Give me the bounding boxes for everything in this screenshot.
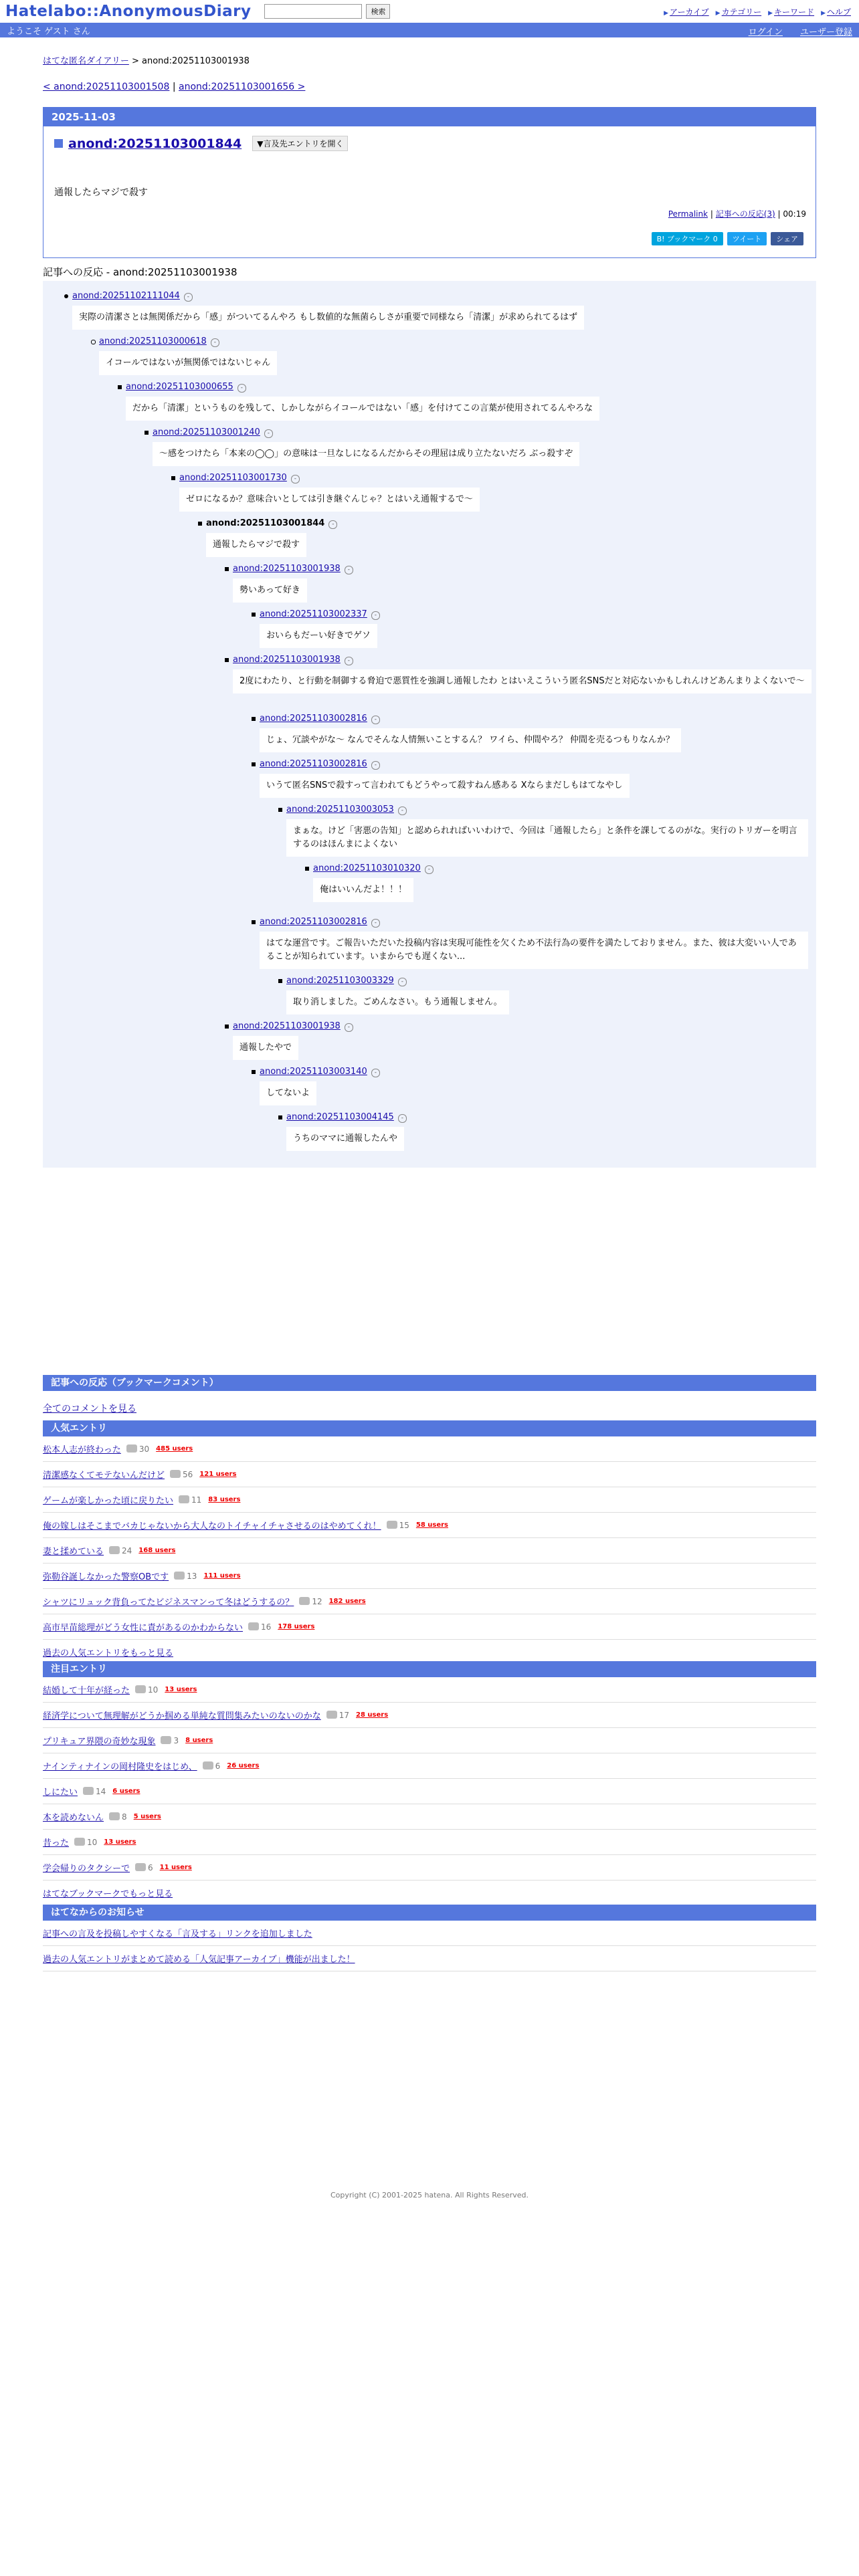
users-badge[interactable]: 13 users	[104, 1838, 136, 1846]
list-item	[43, 1753, 816, 1779]
entry-link[interactable]: 結婚して十年が経った	[43, 1686, 130, 1696]
collapse-toggle-icon[interactable]: -	[371, 611, 380, 620]
comment-count-value: 15	[399, 1520, 409, 1530]
entry-link[interactable]: シャツにリュック背負ってたビジネスマンって冬はどうするの？	[43, 1598, 294, 1608]
users-badge[interactable]: 111 users	[203, 1572, 241, 1580]
tree-node-link[interactable]: anond:20251103002816	[260, 714, 367, 724]
bullet-icon	[252, 762, 256, 766]
tree-node-link[interactable]: anond:20251103001938	[233, 1021, 341, 1031]
tree-node-current-id: anond:20251103001844	[206, 518, 325, 528]
list-item	[43, 1855, 816, 1881]
collapse-toggle-icon[interactable]: -	[371, 761, 380, 770]
bookmark-button[interactable]: B! ブックマーク 0	[652, 232, 723, 245]
comment-count	[248, 1622, 271, 1632]
entry-link[interactable]: 俺の嫁しはそこまでバカじゃないから大人なのトイチャイチャさせるのはやめてくれ！	[43, 1521, 381, 1531]
search-button[interactable]: 検索	[366, 4, 390, 19]
comment-count	[83, 1787, 106, 1796]
comment-icon	[135, 1863, 146, 1871]
comment-count	[174, 1572, 197, 1581]
comment-icon	[387, 1521, 397, 1529]
comment-icon	[179, 1495, 189, 1503]
bullet-icon	[171, 476, 175, 480]
bullet-icon	[91, 340, 96, 344]
nav-help[interactable]	[821, 6, 851, 17]
user-bar	[0, 23, 859, 37]
comment-count	[387, 1521, 409, 1530]
bullet-icon	[145, 431, 149, 435]
tree-node	[260, 713, 681, 752]
comment-count-value: 56	[183, 1469, 193, 1479]
more-bookmark-link[interactable]: はてなブックマークでもっと見る	[43, 1889, 173, 1899]
entry-title-row	[54, 136, 348, 151]
tree-node-link[interactable]: anond:20251102111044	[72, 291, 180, 301]
tree-node-link[interactable]: anond:20251103001730	[179, 473, 287, 483]
popular-section-title: 人気エントリ	[43, 1420, 816, 1436]
list-item	[43, 1677, 816, 1703]
prev-entry-link[interactable]: < anond:20251103001508	[43, 82, 170, 92]
tree-node	[233, 1021, 353, 1060]
tree-node-link[interactable]: anond:20251103010320	[313, 863, 421, 873]
news-list	[43, 1921, 816, 1971]
tree-node-text: おいらもだーい好きでゲソ	[260, 624, 377, 648]
users-badge[interactable]: 121 users	[199, 1471, 237, 1478]
bullet-icon	[225, 658, 229, 662]
list-item	[43, 1703, 816, 1728]
reactions-label: 記事への反応 - anond:20251103001938	[43, 266, 237, 278]
nav-keyword[interactable]	[768, 6, 814, 17]
bullet-icon	[278, 1115, 282, 1119]
register-link[interactable]: ユーザー登録	[799, 27, 852, 37]
tree-node	[260, 758, 630, 798]
tree-node-link[interactable]: anond:20251103001240	[153, 427, 260, 437]
news-link[interactable]: 記事への言及を投稿しやすくなる「言及する」リンクを追加しました	[43, 1929, 312, 1939]
tree-node-text: 勢いあって好き	[233, 578, 307, 603]
triangle-right-icon: ▶	[821, 10, 826, 17]
site-logo[interactable]: Hatelabo::AnonymousDiary	[5, 3, 252, 20]
open-referenced-button[interactable]: ▼言及先エントリを開く	[252, 136, 348, 151]
tree-node	[72, 290, 584, 330]
comment-icon	[126, 1444, 137, 1453]
entry-link[interactable]: 高市早苗総理がどう女性に責があるのかわからない	[43, 1623, 244, 1633]
list-item	[43, 1462, 816, 1487]
comment-icon	[161, 1736, 171, 1744]
tree-node-text: まぁな。けど「害悪の告知」と認められればいいわけで、今回は「通報したら」と条件を課してるのがな。実行のトリガーを明言するのはほんまによくない	[286, 819, 808, 857]
comment-icon	[170, 1470, 181, 1478]
tree-node	[286, 1111, 407, 1151]
top-header	[0, 0, 859, 23]
tree-node	[260, 916, 808, 969]
comment-count	[326, 1711, 349, 1720]
comment-count-value: 10	[87, 1837, 98, 1847]
bullet-icon	[64, 294, 68, 298]
users-badge[interactable]: 26 users	[227, 1762, 260, 1769]
list-item	[43, 1564, 816, 1589]
bookmark-section-title: 記事への反応（ブックマークコメント）	[43, 1375, 816, 1391]
comment-count	[203, 1761, 221, 1771]
tree-node-text: ゼロになるか？意味合いとしては引き継ぐんじゃ？とはいえ通報するで〜	[179, 488, 480, 512]
collapse-toggle-icon[interactable]: -	[237, 384, 246, 393]
collapse-toggle-icon[interactable]: -	[425, 865, 434, 874]
next-entry-link[interactable]: anond:20251103001656 >	[179, 82, 306, 92]
comment-count	[299, 1597, 322, 1606]
comment-icon	[203, 1761, 213, 1769]
tree-node-text: 実際の清潔さとは無関係だから「感」がついてるんやろ もし数値的な無菌らしさが重要で同様なら「清潔」が求められてるはず	[72, 306, 584, 330]
nav-keyword-link[interactable]: キーワード	[774, 7, 815, 17]
day-date: 2025-11-03	[43, 108, 816, 126]
entry-link[interactable]: 本を読めないん	[43, 1813, 104, 1823]
comment-count-value: 17	[339, 1710, 350, 1720]
list-item	[43, 1614, 816, 1640]
nav-category[interactable]	[716, 6, 761, 17]
entry-meta: Permalink | 記事への反応(3) | 00:19	[668, 209, 806, 219]
triangle-right-icon: ▶	[715, 10, 721, 17]
comment-count	[170, 1470, 193, 1479]
search-form	[264, 4, 390, 19]
top-nav	[664, 6, 851, 17]
triangle-right-icon: ▶	[768, 10, 773, 17]
bullet-icon	[278, 979, 282, 983]
bullet-icon	[118, 385, 122, 389]
tree-node-text: だから「清潔」というものを残して、しかしながらイコールではない「感」を付けてこの言葉が使用されてるんやろな	[126, 397, 599, 421]
collapse-toggle-icon[interactable]: -	[345, 566, 353, 574]
entry-link[interactable]: 経済学について無理解がどうか掴める単純な質問集みたいのないのかな	[43, 1711, 321, 1721]
collapse-toggle-icon[interactable]: -	[398, 978, 407, 986]
tree-node-link[interactable]: anond:20251103000655	[126, 382, 233, 392]
collapse-toggle-icon[interactable]: -	[398, 807, 407, 815]
reaction-tree	[43, 281, 816, 1168]
comment-icon	[326, 1711, 337, 1719]
tree-node	[286, 975, 509, 1014]
tree-node-current	[206, 518, 337, 557]
comment-count-value: 8	[122, 1812, 127, 1822]
comment-count	[179, 1495, 201, 1505]
collapse-toggle-icon[interactable]: -	[345, 657, 353, 665]
collapse-toggle-icon[interactable]: -	[371, 919, 380, 928]
bullet-icon	[252, 717, 256, 721]
nav-help-link[interactable]: ヘルプ	[826, 7, 851, 17]
tree-node-text: 俺はいいんだよ！！！	[313, 878, 413, 902]
featured-list	[43, 1677, 816, 1905]
triangle-right-icon: ▶	[664, 10, 668, 17]
comment-count	[126, 1444, 149, 1454]
square-icon	[54, 139, 63, 148]
footer-copyright: Copyright (C) 2001-2025 hatena. All Rights Reserved.	[330, 2191, 529, 2199]
users-badge[interactable]: 168 users	[138, 1547, 176, 1554]
tree-node-text: してないよ	[260, 1081, 316, 1105]
tree-node-text: はてな運営です。ご報告いただいた投稿内容は実現可能性を欠くため不法行為の要件を満たしておりません。また、彼は大変いい人であることが知られています。いまからでも遅くない...	[260, 932, 808, 969]
list-item	[43, 1946, 816, 1971]
tree-node	[233, 654, 812, 693]
tree-node-link[interactable]: anond:20251103002816	[260, 917, 367, 927]
tree-node	[233, 563, 353, 603]
nav-category-link[interactable]: カテゴリー	[721, 7, 762, 17]
entry-link[interactable]: 清潔感なくてモテないんだけど	[43, 1471, 165, 1481]
users-badge[interactable]: 8 users	[185, 1737, 213, 1744]
entry-link[interactable]: プリキュア界隈の奇妙な現象	[43, 1737, 156, 1747]
list-item	[43, 1538, 816, 1564]
list-item	[43, 1881, 816, 1905]
entry-link[interactable]: ナインティナインの岡村隆史をはじめ、	[43, 1762, 197, 1772]
collapse-toggle-icon[interactable]: -	[398, 1114, 407, 1123]
comment-count-value: 6	[215, 1761, 221, 1771]
tree-node-text: イコールではないが無関係ではないじゃん	[99, 351, 277, 375]
comment-icon	[248, 1622, 259, 1630]
tree-node	[179, 472, 480, 512]
permalink-link[interactable]: Permalink	[668, 209, 708, 219]
collapse-toggle-icon[interactable]: -	[371, 716, 380, 724]
list-item	[43, 1728, 816, 1753]
users-badge[interactable]: 83 users	[208, 1496, 241, 1503]
tree-node-link[interactable]: anond:20251103001938	[233, 564, 341, 574]
tree-node	[313, 863, 434, 902]
tree-node-link[interactable]: anond:20251103002337	[260, 609, 367, 619]
collapse-toggle-icon[interactable]: -	[291, 475, 300, 484]
nav-archive[interactable]	[664, 6, 709, 17]
tree-node-text: 通報したやで	[233, 1036, 298, 1060]
users-badge[interactable]: 13 users	[165, 1686, 197, 1693]
collapse-toggle-icon[interactable]: -	[345, 1023, 353, 1032]
news-link[interactable]: 過去の人気エントリがまとめて読める「人気記事アーカイブ」機能が出ました！	[43, 1955, 355, 1965]
welcome-text: ようこそ ゲスト さん	[7, 26, 90, 37]
users-badge[interactable]: 178 users	[278, 1623, 315, 1630]
tree-node-text: いうて匿名SNSで殺すって言われてもどうやって殺すねん感ある Xならまだしもはてなやし	[260, 774, 630, 798]
tree-node-link[interactable]: anond:20251103003053	[286, 804, 394, 815]
comment-icon	[74, 1838, 85, 1846]
comment-count-value: 11	[191, 1495, 202, 1505]
breadcrumb-sep: >	[128, 56, 142, 66]
comment-count-value: 12	[312, 1596, 322, 1606]
comment-count	[135, 1685, 158, 1695]
entry-link[interactable]: ゲームが楽しかった頃に戻りたい	[43, 1496, 174, 1506]
users-badge[interactable]: 28 users	[356, 1711, 389, 1719]
comment-icon	[109, 1546, 120, 1554]
login-link[interactable]: ログイン	[748, 27, 783, 37]
list-item	[43, 1830, 816, 1855]
list-item	[43, 1921, 816, 1946]
tree-node	[260, 1066, 380, 1105]
comment-count-value: 14	[96, 1786, 106, 1796]
tree-node-link[interactable]: anond:20251103003329	[286, 976, 394, 986]
entry-link[interactable]: 弥勒谷誕しなかった警察OBです	[43, 1572, 169, 1582]
tree-node-text: 2度にわたり、と行動を制御する脅迫で悪質性を強調し通報したわ とはいえこういう匿名SNSだと対応ないかもしれんけどあんまりよくないで〜	[233, 669, 812, 693]
share-buttons	[652, 232, 803, 245]
entry-pager	[43, 82, 305, 92]
users-badge[interactable]: 11 users	[159, 1864, 192, 1871]
popular-list	[43, 1436, 816, 1665]
bullet-icon	[252, 920, 256, 924]
tree-node	[153, 427, 579, 466]
entry-link[interactable]: 妻と揉めている	[43, 1547, 104, 1557]
tree-node-link[interactable]: anond:20251103001938	[233, 655, 341, 665]
entry-link[interactable]: 学会帰りのタクシーで	[43, 1864, 130, 1874]
comment-count	[109, 1812, 127, 1822]
tree-node	[99, 336, 277, 375]
users-badge[interactable]: 485 users	[156, 1445, 193, 1453]
bullet-icon	[225, 1025, 229, 1029]
featured-section-title: 注目エントリ	[43, 1661, 816, 1677]
entry-link[interactable]: しにたい	[43, 1788, 78, 1798]
collapse-toggle-icon[interactable]: -	[328, 520, 337, 529]
search-input[interactable]	[264, 4, 362, 19]
bullet-icon	[198, 522, 202, 526]
tree-node-text: うちのママに通報したんや	[286, 1127, 404, 1151]
list-item	[43, 1436, 816, 1462]
breadcrumb	[43, 53, 250, 66]
list-item	[43, 1589, 816, 1614]
collapse-toggle-icon[interactable]: -	[184, 293, 193, 302]
collapse-toggle-icon[interactable]: -	[264, 429, 273, 438]
tree-node	[286, 804, 808, 857]
comment-count	[74, 1838, 97, 1847]
list-item	[43, 1779, 816, 1804]
comment-count-value: 10	[148, 1685, 159, 1695]
users-badge[interactable]: 6 users	[112, 1788, 140, 1795]
list-item	[43, 1487, 816, 1513]
tree-node-text: じょ、冗談やがな〜 なんでそんな人情無いことするん？ ワイら、仲間やろ？ 仲間を売るつもりなんか？	[260, 728, 681, 752]
comment-icon	[299, 1597, 310, 1605]
tree-node	[126, 381, 599, 421]
entry-body: 通報したらマジで殺す	[54, 187, 148, 198]
entry-title-link[interactable]: anond:20251103001844	[68, 136, 242, 151]
news-section-title: はてなからのお知らせ	[43, 1905, 816, 1921]
comment-count-value: 30	[138, 1444, 150, 1454]
users-badge[interactable]: 58 users	[415, 1521, 448, 1529]
list-item	[43, 1804, 816, 1830]
entry-time: | 00:19	[777, 209, 806, 219]
list-item	[43, 1513, 816, 1538]
tree-node-link[interactable]: anond:20251103003140	[260, 1067, 367, 1077]
all-comments-link[interactable]: 全てのコメントを見る	[43, 1404, 136, 1414]
bullet-icon	[278, 808, 282, 812]
nav-archive-link[interactable]: アーカイブ	[669, 7, 709, 17]
day-entry-box	[43, 107, 816, 258]
comment-count	[109, 1546, 132, 1555]
tree-node-link[interactable]: anond:20251103002816	[260, 759, 367, 769]
tree-node-link[interactable]: anond:20251103000618	[99, 336, 207, 346]
bullet-icon	[305, 867, 309, 871]
collapse-toggle-icon[interactable]: -	[211, 338, 219, 347]
comment-count-value: 3	[173, 1735, 179, 1745]
tree-node-text: 通報したらマジで殺す	[206, 533, 306, 557]
breadcrumb-current: anond:20251103001938	[142, 56, 250, 66]
comment-icon	[83, 1787, 94, 1795]
entry-link[interactable]: 松本人志が終わった	[43, 1445, 121, 1455]
breadcrumb-home[interactable]: はてな匿名ダイアリー	[43, 56, 129, 66]
reactions-link[interactable]: 記事への反応(3)	[715, 209, 775, 219]
tree-node-link[interactable]: anond:20251103004145	[286, 1112, 394, 1122]
bullet-icon	[252, 1070, 256, 1074]
facebook-share-button[interactable]: シェア	[771, 232, 803, 245]
comment-icon	[109, 1812, 120, 1820]
collapse-toggle-icon[interactable]: -	[371, 1069, 380, 1077]
bullet-icon	[252, 613, 256, 617]
comment-count	[135, 1863, 153, 1872]
more-popular-link[interactable]: 過去の人気エントリをもっと見る	[43, 1648, 174, 1658]
tweet-button[interactable]: ツイート	[727, 232, 767, 245]
comment-icon	[135, 1685, 146, 1693]
comment-icon	[174, 1572, 185, 1580]
comment-count-value: 13	[187, 1571, 197, 1581]
tree-node-text: 〜感をつけたら「本来の◯◯」の意味は一旦なしになるんだからその理屈は成り立たないだろ ぶっ殺すぞ	[153, 442, 579, 466]
tree-node	[260, 609, 380, 648]
pager-sep: |	[169, 82, 179, 92]
comment-count-value: 24	[122, 1545, 132, 1555]
users-badge[interactable]: 182 users	[328, 1598, 366, 1605]
entry-link[interactable]: 昔った	[43, 1838, 70, 1848]
tree-node-text: 取り消しました。ごめんなさい。もう通報しません。	[286, 990, 509, 1014]
bullet-icon	[225, 567, 229, 571]
users-badge[interactable]: 5 users	[133, 1813, 161, 1820]
comment-count-value: 16	[261, 1622, 272, 1632]
comment-count-value: 6	[148, 1862, 153, 1872]
comment-count	[161, 1736, 179, 1745]
